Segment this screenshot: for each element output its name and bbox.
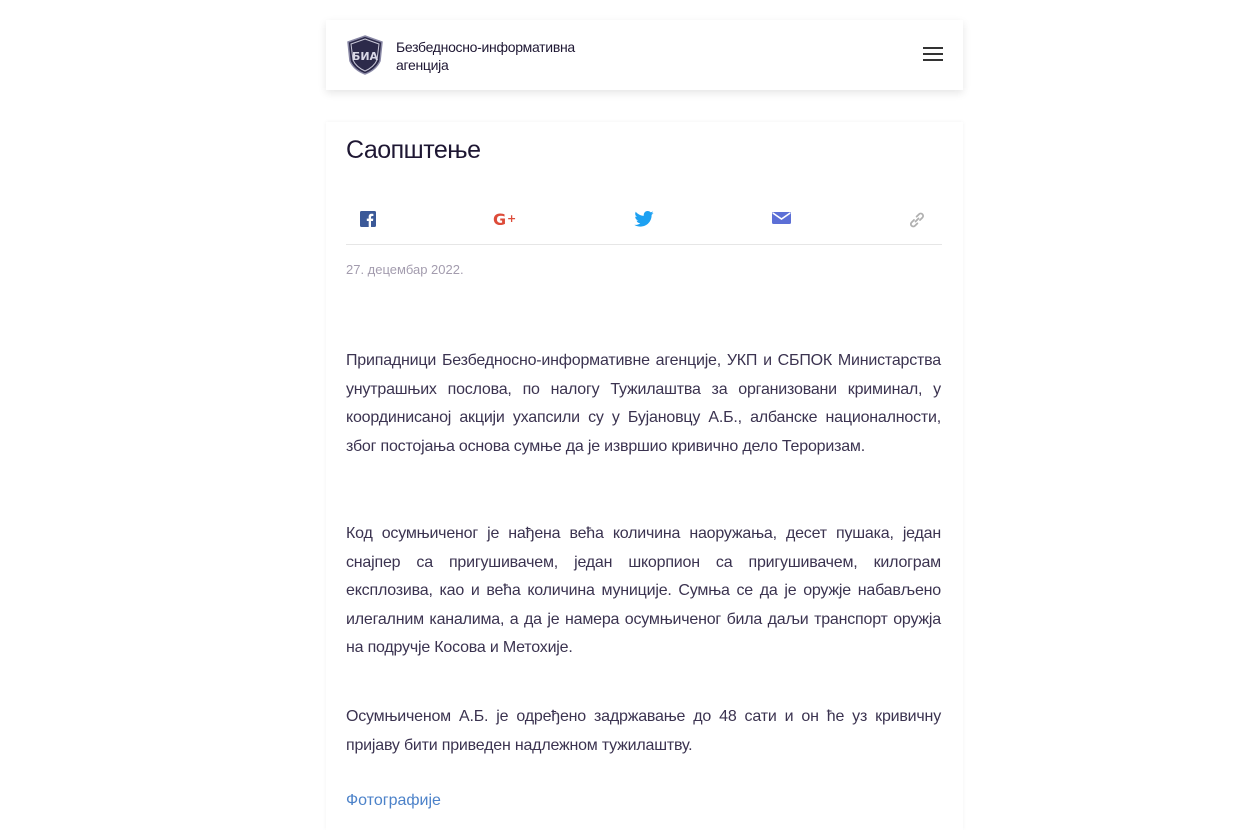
- twitter-icon[interactable]: [634, 211, 654, 227]
- brand-name[interactable]: [396, 38, 696, 74]
- article-paragraph: Осумњиченом А.Б. је одређено задржавање до 48 сати и он ће уз кривичну пријаву бити приведен надлежном тужилаштву.: [346, 708, 941, 754]
- page-title: Саопштење: [346, 136, 481, 164]
- article-paragraph: Код осумњиченог је нађена већа количина наоружања, десет пушака, један снајпер са пригушивачем, један шкорпион са пригушивачем, килограм експлозива, као и већа количина муниције. Сумња се да је оружје набављено илегалним каналима, а да је намера осумњиченог била даљи транспорт оружја на подручје Косова и Метохије.: [346, 525, 941, 657]
- article-paragraph: Припадници Безбедносно-информативне агенције, УКП и СБПОК Министарства унутрашњих послова, по налогу Тужилаштва за организовани криминал, у координисаној акцији ухапсили су у Бујановцу А.Б., албанске националности, због постојања основа сумње да је извршио кривично дело Тероризам.: [346, 352, 941, 455]
- photos-link[interactable]: Фотографије: [346, 792, 441, 809]
- svg-text:+: +: [507, 212, 517, 225]
- page: [326, 20, 963, 830]
- site-header: [326, 20, 963, 90]
- brand-line-1: Безбедносно-информативна: [396, 39, 575, 55]
- hamburger-menu-icon[interactable]: [923, 46, 943, 62]
- bia-logo[interactable]: [346, 35, 384, 75]
- svg-text:БИА: БИА: [351, 50, 379, 63]
- article-card: [326, 122, 963, 830]
- facebook-icon[interactable]: [360, 211, 376, 227]
- email-icon[interactable]: [772, 211, 791, 225]
- google-plus-icon[interactable]: [493, 211, 519, 227]
- svg-text:G: G: [493, 211, 507, 227]
- share-bar: [346, 204, 942, 245]
- publish-date: 27. децембар 2022.: [346, 262, 464, 277]
- brand-line-2: агенција: [396, 57, 449, 73]
- link-icon[interactable]: [908, 211, 926, 229]
